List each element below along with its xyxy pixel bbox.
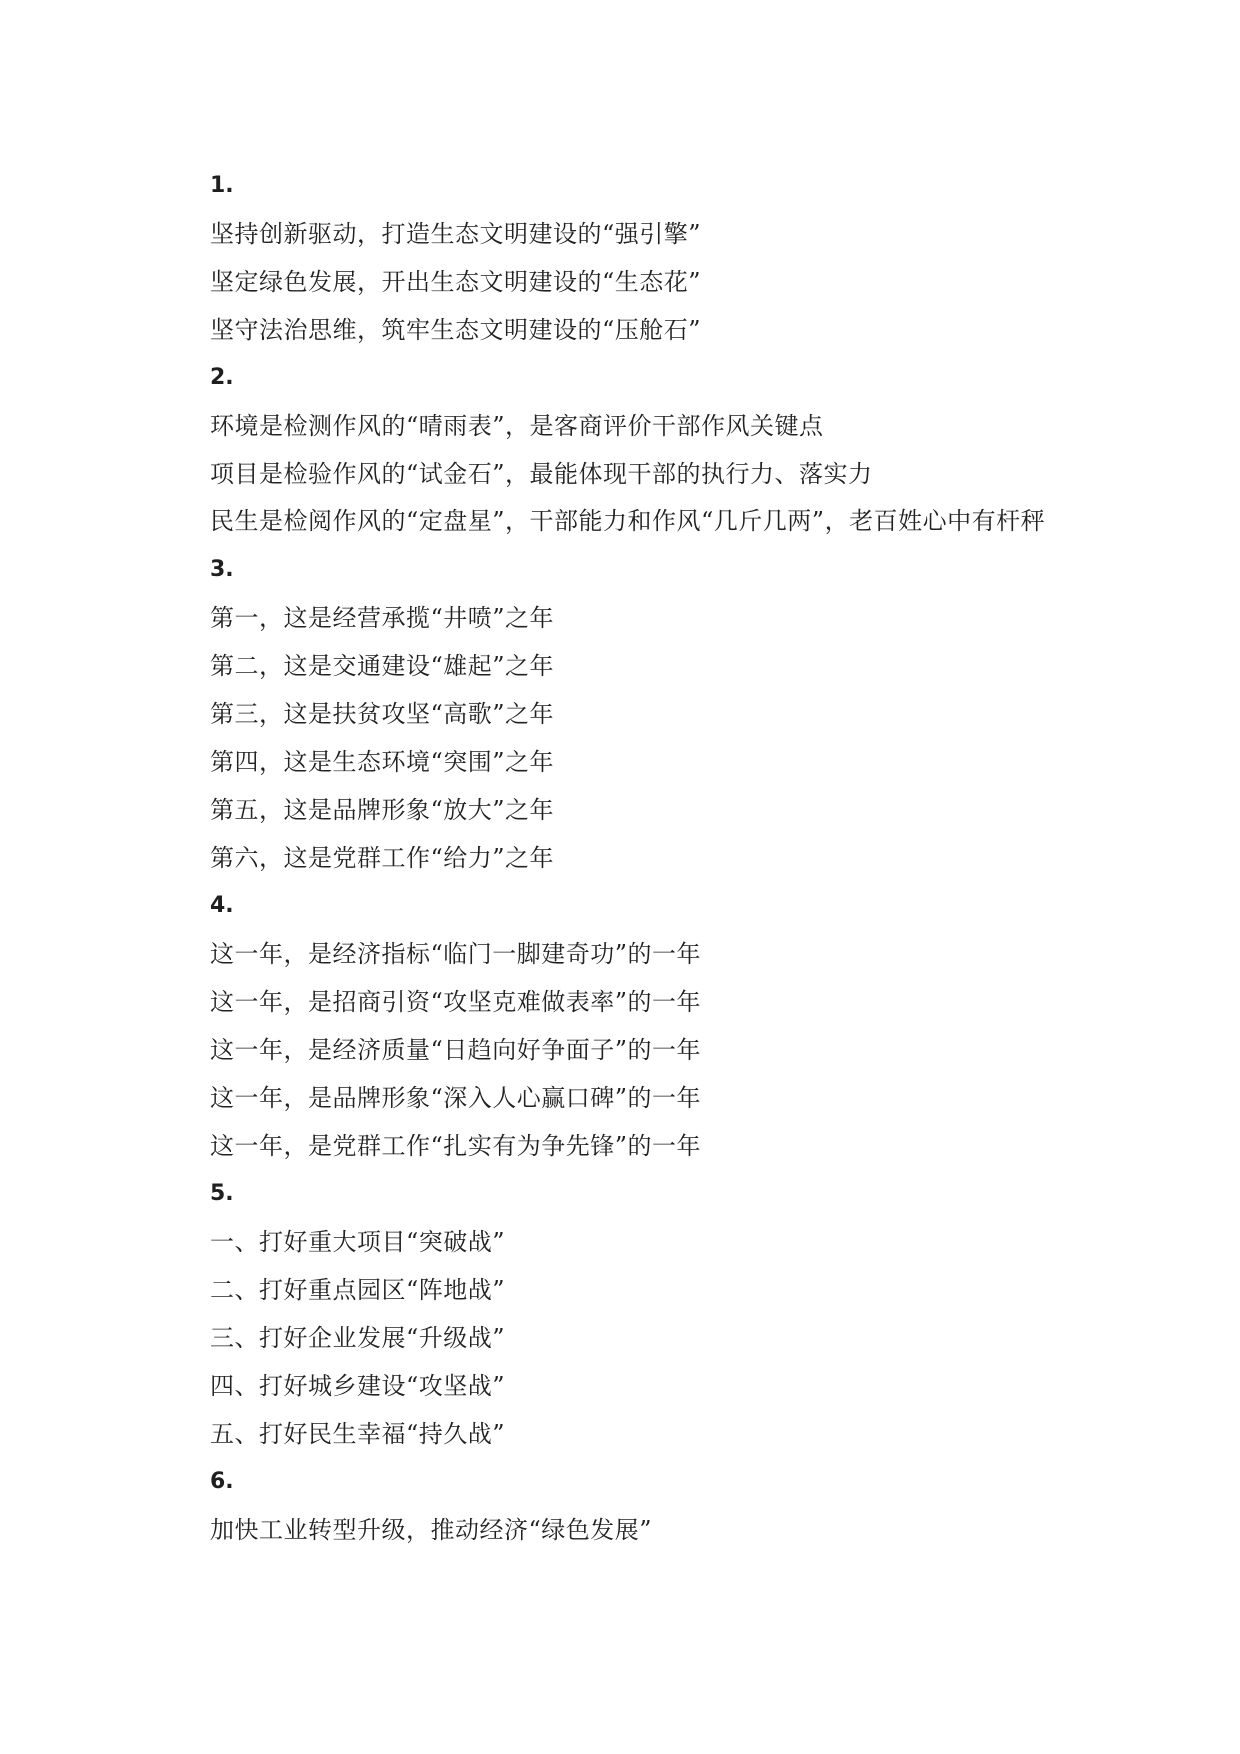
list-item: 第六，这是党群工作“给力”之年 bbox=[210, 844, 555, 872]
section-number: 3. bbox=[210, 557, 234, 582]
list-item: 加快工业转型升级，推动经济“绿色发展” bbox=[210, 1516, 653, 1544]
list-item: 第三，这是扶贫攻坚“高歌”之年 bbox=[210, 700, 555, 728]
section-number: 4. bbox=[210, 893, 234, 918]
list-item: 这一年，是经济质量“日趋向好争面子”的一年 bbox=[210, 1036, 702, 1064]
list-item: 这一年，是经济指标“临门一脚建奇功”的一年 bbox=[210, 940, 702, 968]
list-item: 坚守法治思维，筑牢生态文明建设的“压舱石” bbox=[210, 316, 702, 344]
document-body bbox=[163, 162, 1093, 1554]
list-item: 第二，这是交通建设“雄起”之年 bbox=[210, 652, 555, 680]
list-item: 这一年，是品牌形象“深入人心赢口碑”的一年 bbox=[210, 1084, 702, 1112]
list-item: 三、打好企业发展“升级战” bbox=[210, 1324, 506, 1352]
section-number: 1. bbox=[210, 173, 234, 198]
list-item: 这一年，是党群工作“扎实有为争先锋”的一年 bbox=[210, 1132, 702, 1160]
list-item: 四、打好城乡建设“攻坚战” bbox=[210, 1372, 506, 1400]
section-number: 6. bbox=[210, 1469, 234, 1494]
list-item: 坚定绿色发展，开出生态文明建设的“生态花” bbox=[210, 268, 702, 296]
list-item: 第五，这是品牌形象“放大”之年 bbox=[210, 796, 555, 824]
list-item: 五、打好民生幸福“持久战” bbox=[210, 1420, 506, 1448]
list-item: 二、打好重点园区“阵地战” bbox=[210, 1276, 506, 1304]
list-item: 一、打好重大项目“突破战” bbox=[210, 1228, 506, 1256]
list-item: 民生是检阅作风的“定盘星”，干部能力和作风“几斤几两”，老百姓心中有杆秤 bbox=[210, 507, 1046, 535]
section-number: 5. bbox=[210, 1181, 234, 1206]
list-item: 第一，这是经营承揽“井喷”之年 bbox=[210, 604, 555, 632]
list-item: 项目是检验作风的“试金石”，最能体现干部的执行力、落实力 bbox=[210, 460, 873, 488]
list-item: 坚持创新驱动，打造生态文明建设的“强引擎” bbox=[210, 220, 702, 248]
section-number: 2. bbox=[210, 365, 234, 390]
list-item: 这一年，是招商引资“攻坚克难做表率”的一年 bbox=[210, 988, 702, 1016]
list-item: 第四，这是生态环境“突围”之年 bbox=[210, 748, 555, 776]
list-item: 环境是检测作风的“晴雨表”，是客商评价干部作风关键点 bbox=[210, 412, 824, 440]
